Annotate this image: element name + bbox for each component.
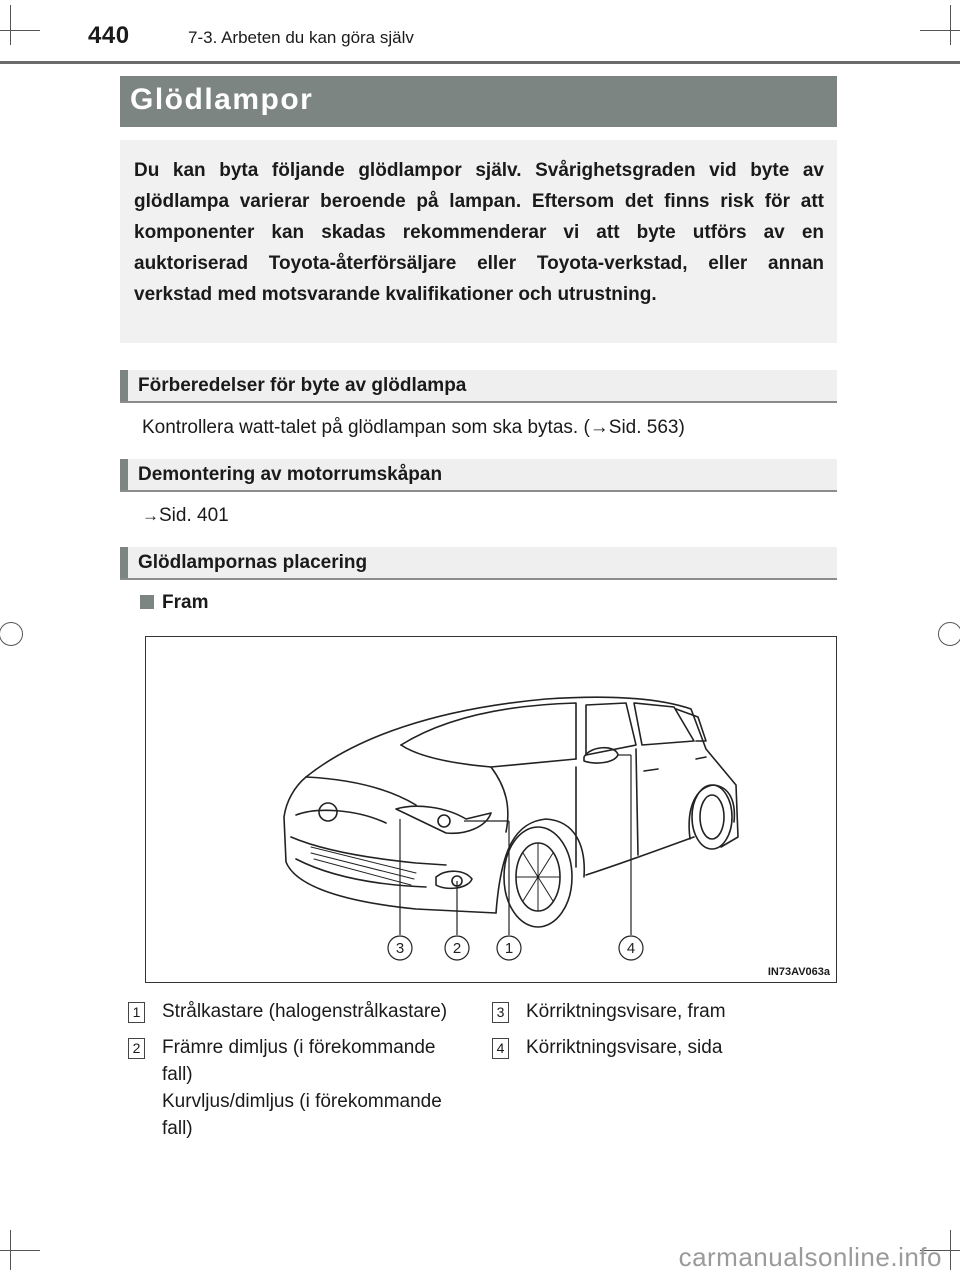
section-body-text: Kontrollera watt-talet på glödlampan som ska bytas. (→Sid. 563) [142,417,685,438]
page-reference-text: Sid. 401 [159,505,229,526]
legend-text-headlight: Strålkastare (halogenstrålkastare) [162,1001,448,1022]
section-heading-bulb-locations [120,547,837,580]
legend-number: 1 [128,1002,145,1023]
page-title-bar [120,76,837,127]
section-heading-text: Demontering av motorrumskåpan [138,464,443,485]
section-accent-bar [120,459,128,490]
chapter-title: 7-3. Arbeten du kan göra själv [188,28,414,47]
callout-label: 2 [452,940,462,957]
legend-number: 2 [128,1038,145,1059]
callout-label: 4 [626,940,636,957]
section-heading-preparation [120,370,837,403]
car-drawing [146,637,836,982]
page-title: Glödlampor [130,83,314,116]
section-accent-bar [120,370,128,401]
registration-mark [0,622,23,646]
header-rule [0,61,960,64]
page-number: 440 [88,22,130,49]
crop-mark [950,1230,951,1270]
crop-mark [0,30,40,31]
page-header [88,22,848,62]
intro-box [120,140,837,343]
crop-mark [0,1250,40,1251]
section-heading-text: Glödlampornas placering [138,552,368,573]
crop-mark [10,1230,11,1270]
callout-label: 1 [504,940,514,957]
section-heading-engine-cover [120,459,837,492]
subheading-text: Fram [162,592,209,613]
callout-label: 3 [395,940,405,957]
car-illustration [145,636,837,983]
crop-mark [10,5,11,45]
legend-text-side-indicator: Körriktningsvisare, sida [526,1037,723,1058]
legend-number: 4 [492,1038,509,1059]
page-reference-link[interactable] [142,505,229,527]
square-bullet-icon [140,595,154,609]
section-heading-text: Förberedelser för byte av glödlampa [138,375,467,396]
legend-text-front-indicator: Körriktningsvisare, fram [526,1001,726,1022]
arrow-right-icon: → [142,506,159,525]
intro-text: Du kan byta följande glödlampor själv. Svårighetsgraden vid byte av glödlampa varierar beroende på lampan. Eftersom det finns risk för att komponenter kan skadas rekommenderar vi att byte utförs av en auktoriserad Toyota-återförsäljare eller Toyota-verkstad, eller annan verkstad med motsvarande kvalifikationer och utrustning. [134,160,824,305]
registration-mark [938,622,960,646]
crop-mark [950,5,951,45]
footer-watermark: carmanualsonline.info [678,1242,942,1272]
legend-number: 3 [492,1002,509,1023]
section-accent-bar [120,547,128,578]
figure-code: IN73AV063a [767,966,830,978]
subheading-front [140,592,208,614]
legend-text-fog-light: Främre dimljus (i förekommande fall) Kurvljus/dimljus (i förekommande fall) [162,1037,442,1139]
crop-mark [920,30,960,31]
